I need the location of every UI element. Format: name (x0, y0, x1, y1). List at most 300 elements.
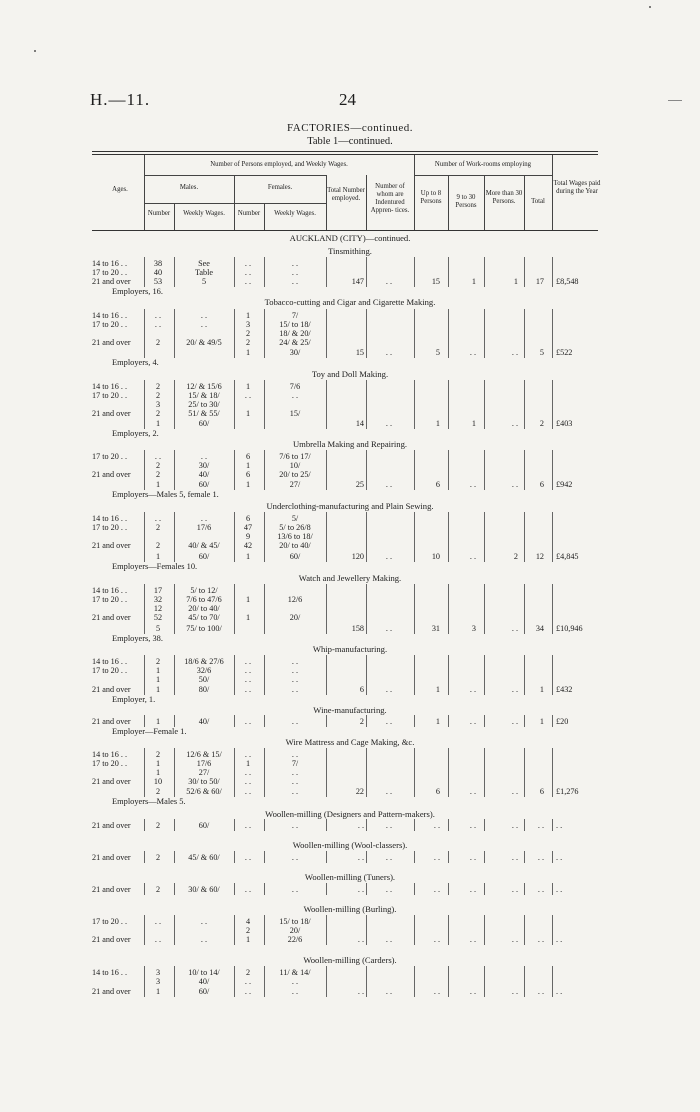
cell-mw: 12/ & 15/6 (186, 382, 222, 391)
cell-fw: 7/ (291, 759, 299, 768)
cell-tot: 147 (351, 277, 364, 286)
cell-mn: 2 (155, 821, 161, 830)
section-title: Tobacco-cutting and Cigar and Cigarette Making. (264, 297, 436, 307)
cell-mn: 2 (155, 750, 161, 759)
cell-n30: 1 (471, 419, 476, 428)
cell-fn: 1 (245, 759, 251, 768)
cell-m30: . . (511, 853, 518, 862)
cell-ind: . . (385, 277, 393, 286)
cell-mn: 2 (155, 461, 161, 470)
cell-fn: 6 (245, 452, 251, 461)
cell-mn: 1 (155, 419, 161, 428)
cell-wt: 34 (535, 624, 544, 633)
table-row (0, 409, 700, 418)
cell-mn: 3 (155, 400, 161, 409)
table-row (0, 419, 700, 428)
table-row (0, 259, 700, 268)
cell-age: 17 to 20 . . (92, 917, 128, 926)
cell-m30: . . (511, 348, 518, 357)
cell-fn: . . (244, 777, 252, 786)
table-row (0, 821, 700, 830)
table-row (0, 268, 700, 277)
cell-wages: . . (556, 885, 563, 894)
section-title: Woollen-milling (Carders). (303, 955, 397, 965)
cell-age: 21 and over (92, 777, 131, 786)
cell-mn: 1 (155, 759, 161, 768)
cell-fn: 6 (245, 514, 251, 523)
cell-tot: 14 (355, 419, 364, 428)
cell-fn: 1 (245, 311, 251, 320)
cell-u8: 1 (435, 419, 440, 428)
cell-m30: 1 (513, 277, 518, 286)
cell-wages: . . (556, 821, 563, 830)
cell-wages: £20 (556, 717, 569, 726)
cell-age: 17 to 20 . . (92, 595, 128, 604)
cell-mn: . . (154, 311, 162, 320)
cell-fw: 20/ to 40/ (279, 541, 311, 550)
cell-mw: 15/ & 18/ (188, 391, 220, 400)
cell-fn: . . (244, 685, 252, 694)
cell-tot: 25 (355, 480, 364, 489)
cell-mn: 1 (155, 987, 161, 996)
cell-mn: . . (154, 514, 162, 523)
cell-fw: . . (291, 666, 299, 675)
cell-mw: 40/ (198, 977, 210, 986)
cell-wt: 12 (535, 552, 544, 561)
cell-age: 17 to 20 . . (92, 320, 128, 329)
cell-fn: . . (244, 277, 252, 286)
cell-u8: . . (433, 853, 440, 862)
table-row (0, 750, 700, 759)
section-title: Umbrella Making and Repairing. (292, 439, 408, 449)
cell-age: 14 to 16 . . (92, 968, 128, 977)
cell-mn: 10 (153, 777, 163, 786)
cell-mw: 12/6 & 15/ (186, 750, 222, 759)
cell-mw: 45/ to 70/ (188, 613, 220, 622)
document-title: FACTORIES—continued. (286, 122, 413, 134)
cell-fw: 7/ (291, 311, 299, 320)
section-title: Whip-manufacturing. (312, 644, 388, 654)
ages-header: Ages. (112, 186, 128, 193)
cell-mw: . . (200, 935, 208, 944)
cell-u8: 6 (435, 480, 440, 489)
section-subtitle: Tinsmithing. (328, 246, 372, 256)
cell-mw: 30/ to 50/ (188, 777, 220, 786)
section-title: Woollen-milling (Burling). (303, 904, 397, 914)
cell-wages: £1,276 (556, 787, 579, 796)
table-row (0, 348, 700, 357)
cell-mn: 1 (155, 768, 161, 777)
header-top-rule (92, 151, 598, 152)
cell-fn: 2 (245, 968, 251, 977)
cell-fw: . . (291, 853, 299, 862)
cell-mw: 60/ (198, 552, 210, 561)
cell-fn: 4 (245, 917, 251, 926)
cell-n30: . . (469, 853, 476, 862)
table-row (0, 987, 700, 996)
cell-fw: 5/ (291, 514, 299, 523)
cell-ind: . . (385, 348, 393, 357)
cell-fw: 13/6 to 18/ (277, 532, 313, 541)
cell-n30: . . (469, 987, 476, 996)
cell-fw: . . (291, 657, 299, 666)
cell-fn: 1 (245, 461, 251, 470)
cell-fw: 7/6 (289, 382, 301, 391)
table-row (0, 624, 700, 633)
table-row (0, 514, 700, 523)
cell-wt: . . (537, 987, 544, 996)
cell-wages: £942 (556, 480, 573, 489)
employers-note: Employer—Female 1. (112, 727, 187, 736)
cell-fw: . . (291, 977, 299, 986)
cell-age: 14 to 16 . . (92, 259, 128, 268)
up-to-8-header: Up to 8 Persons (420, 190, 442, 205)
females-header: Females. (267, 184, 293, 191)
cell-fn: . . (244, 987, 252, 996)
employers-note: Employers—Males 5. (112, 797, 186, 806)
cell-m30: . . (511, 419, 518, 428)
table-row (0, 480, 700, 489)
table-row (0, 759, 700, 768)
cell-ind: . . (385, 787, 393, 796)
cell-wt: 1 (539, 717, 544, 726)
cell-fn: 9 (245, 532, 251, 541)
cell-fw: . . (291, 685, 299, 694)
cell-fw: 11/ & 14/ (279, 968, 311, 977)
cell-mn: 52 (153, 613, 163, 622)
cell-fn: 3 (245, 320, 251, 329)
table-row (0, 666, 700, 675)
cell-fn: . . (244, 666, 252, 675)
cell-age: 17 to 20 . . (92, 523, 128, 532)
cell-u8: 31 (431, 624, 440, 633)
cell-fn: . . (244, 787, 252, 796)
cell-mw: 45/ & 60/ (188, 853, 220, 862)
cell-age: 14 to 16 . . (92, 514, 128, 523)
cell-mw: 52/6 & 60/ (186, 787, 222, 796)
cell-mw: 51/ & 55/ (188, 409, 220, 418)
table-row (0, 400, 700, 409)
cell-u8: 1 (435, 717, 440, 726)
males-header: Males. (179, 184, 199, 191)
header-top-rule-2 (92, 154, 598, 155)
cell-mn: 2 (155, 470, 161, 479)
cell-fw: . . (291, 259, 299, 268)
cell-m30: . . (511, 685, 518, 694)
cell-age: 21 and over (92, 821, 131, 830)
cell-mw: 18/6 & 27/6 (184, 657, 224, 666)
cell-mn: 2 (155, 657, 161, 666)
cell-tot: . . (357, 885, 364, 894)
workrooms-group-header: Number of Work-rooms employing (434, 161, 532, 168)
cell-mn: 12 (153, 604, 163, 613)
cell-m30: . . (511, 787, 518, 796)
cell-wt: . . (537, 853, 544, 862)
section-title: Woollen-milling (Tuners). (304, 872, 396, 882)
cell-ind: . . (385, 552, 393, 561)
cell-mn: . . (154, 917, 162, 926)
cell-wt: 5 (539, 348, 544, 357)
cell-ind: . . (385, 419, 393, 428)
cell-mw: 60/ (198, 821, 210, 830)
cell-mn: 2 (155, 409, 161, 418)
cell-u8: . . (433, 987, 440, 996)
section-title: Underclothing-manufacturing and Plain Sewing. (266, 501, 434, 511)
cell-mn: 53 (153, 277, 163, 286)
employers-note: Employers, 4. (112, 358, 159, 367)
cell-mw: 60/ (198, 419, 210, 428)
cell-fn: 1 (245, 409, 251, 418)
section-title: Woollen-milling (Designers and Pattern-makers). (265, 809, 435, 819)
cell-fn: 1 (245, 613, 251, 622)
cell-fw: 7/6 to 17/ (279, 452, 311, 461)
male-number-header: Number (147, 210, 171, 217)
section-title: Wire Mattress and Cage Making, &c. (285, 737, 415, 747)
cell-age: 21 and over (92, 853, 131, 862)
cell-fn: . . (244, 675, 252, 684)
table-row (0, 917, 700, 926)
table-row (0, 329, 700, 338)
cell-fw: 20/ (289, 926, 301, 935)
table-row (0, 277, 700, 286)
table-row (0, 470, 700, 479)
cell-wt: 17 (535, 277, 544, 286)
cell-mn: 1 (155, 675, 161, 684)
cell-fn: . . (244, 768, 252, 777)
cell-fn: . . (244, 885, 252, 894)
cell-age: 14 to 16 . . (92, 657, 128, 666)
cell-mw: Table (194, 268, 214, 277)
cell-tot: 158 (351, 624, 364, 633)
cell-mn: 3 (155, 968, 161, 977)
cell-mn: 2 (155, 787, 161, 796)
table-row (0, 382, 700, 391)
cell-tot: 2 (359, 717, 364, 726)
cell-mw: 40/ (198, 717, 210, 726)
total-employed-header: Total Number employed. (327, 187, 365, 202)
cell-m30: . . (511, 935, 518, 944)
cell-age: 21 and over (92, 935, 131, 944)
cell-age: 17 to 20 . . (92, 452, 128, 461)
cell-fn: . . (244, 268, 252, 277)
cell-age: 17 to 20 . . (92, 268, 128, 277)
cell-mn: 2 (155, 885, 161, 894)
cell-age: 14 to 16 . . (92, 750, 128, 759)
cell-mn: 2 (155, 541, 161, 550)
cell-age: 21 and over (92, 717, 131, 726)
cell-n30: . . (469, 787, 476, 796)
cell-fw: . . (291, 885, 299, 894)
cell-mn: 5 (155, 624, 161, 633)
cell-fn: 1 (245, 382, 251, 391)
cell-fw: 12/6 (287, 595, 303, 604)
table-row (0, 552, 700, 561)
cell-mw: 7/6 to 47/6 (186, 595, 222, 604)
cell-mn: 1 (155, 685, 161, 694)
cell-ind: . . (385, 821, 393, 830)
cell-ind: . . (385, 885, 393, 894)
cell-mw: 5/ to 12/ (190, 586, 218, 595)
cell-mn: . . (154, 935, 162, 944)
cell-ind: . . (385, 853, 393, 862)
employers-note: Employer, 1. (112, 695, 156, 704)
cell-wt: 1 (539, 685, 544, 694)
cell-tot: . . (357, 853, 364, 862)
table-row (0, 532, 700, 541)
page-reference: H.—11. (90, 90, 151, 109)
cell-fw: 18/ & 20/ (279, 329, 311, 338)
section-title: Wine-manufacturing. (313, 705, 387, 715)
cell-tot: . . (357, 821, 364, 830)
cell-wt: . . (537, 885, 544, 894)
table-row (0, 657, 700, 666)
cell-u8: 6 (435, 787, 440, 796)
cell-wages: . . (556, 853, 563, 862)
table-row (0, 338, 700, 347)
cell-ind: . . (385, 935, 393, 944)
indentured-header: Number of whom are Indentured Appren- tices. (370, 183, 410, 214)
cell-age: 14 to 16 . . (92, 382, 128, 391)
cell-ind: . . (385, 717, 393, 726)
cell-fn: 1 (245, 595, 251, 604)
cell-fw: 22/6 (287, 935, 303, 944)
cell-m30: . . (511, 624, 518, 633)
cell-fw: . . (291, 777, 299, 786)
cell-u8: 10 (431, 552, 440, 561)
cell-mn: 2 (155, 523, 161, 532)
cell-tot: 15 (355, 348, 364, 357)
cell-age: 21 and over (92, 685, 131, 694)
cell-wages: £8,548 (556, 277, 579, 286)
cell-mw: . . (200, 311, 208, 320)
employers-note: Employers, 16. (112, 287, 163, 296)
cell-fw: . . (291, 750, 299, 759)
cell-u8: 15 (431, 277, 440, 286)
table-row (0, 853, 700, 862)
table-row (0, 685, 700, 694)
cell-ind: . . (385, 624, 393, 633)
table-subtitle: Table 1—continued. (307, 136, 393, 147)
cell-mw: 50/ (198, 675, 210, 684)
table-row (0, 541, 700, 550)
cell-mn: 2 (155, 853, 161, 862)
cell-m30: 2 (513, 552, 518, 561)
cell-fw: 20/ to 25/ (279, 470, 311, 479)
cell-mw: See (198, 259, 210, 268)
cell-fn: 47 (243, 523, 253, 532)
cell-mw: 75/ to 100/ (186, 624, 222, 633)
cell-fw: . . (291, 268, 299, 277)
cell-mn: 17 (153, 586, 163, 595)
cell-wages: . . (556, 935, 563, 944)
cell-tot: 120 (351, 552, 364, 561)
cell-tot: 22 (355, 787, 364, 796)
page-number: 24 (339, 90, 356, 109)
cell-fw: . . (291, 675, 299, 684)
cell-fw: 60/ (289, 552, 301, 561)
cell-ind: . . (385, 480, 393, 489)
cell-fw: 5/ to 26/8 (279, 523, 311, 532)
cell-mw: . . (200, 320, 208, 329)
cell-n30: 3 (471, 624, 476, 633)
cell-m30: . . (511, 885, 518, 894)
cell-fn: . . (244, 821, 252, 830)
cell-m30: . . (511, 480, 518, 489)
table-row (0, 586, 700, 595)
table-row (0, 935, 700, 944)
cell-wages: . . (556, 987, 563, 996)
cell-mw: 5 (201, 277, 207, 286)
cell-age: 17 to 20 . . (92, 759, 128, 768)
cell-age: 21 and over (92, 885, 131, 894)
persons-group-header: Number of Persons employed, and Weekly Wages. (210, 161, 348, 168)
cell-wt: 2 (539, 419, 544, 428)
cell-mw: 10/ to 14/ (188, 968, 220, 977)
cell-mw: 20/ & 49/5 (186, 338, 222, 347)
male-wages-header: Weekly Wages. (183, 210, 225, 217)
cell-u8: 5 (435, 348, 440, 357)
cell-fn: 42 (243, 541, 253, 550)
cell-mw: 40/ (198, 470, 210, 479)
cell-fn: 2 (245, 926, 251, 935)
table-row (0, 311, 700, 320)
cell-u8: . . (433, 821, 440, 830)
cell-age: 21 and over (92, 987, 131, 996)
cell-fn: . . (244, 853, 252, 862)
cell-mn: 1 (155, 717, 161, 726)
cell-n30: . . (469, 821, 476, 830)
cell-age: 14 to 16 . . (92, 586, 128, 595)
cell-fw: 30/ (289, 348, 301, 357)
table-row (0, 777, 700, 786)
cell-mw: 60/ (198, 987, 210, 996)
cell-age: 21 and over (92, 409, 131, 418)
cell-fn: 2 (245, 329, 251, 338)
total-wages-header: Total Wages paid during the Year (553, 180, 601, 195)
cell-fn: . . (244, 259, 252, 268)
cell-mw: 30/ & 60/ (188, 885, 220, 894)
cell-mn: 32 (153, 595, 163, 604)
employers-note: Employers, 38. (112, 634, 163, 643)
cell-mw: 80/ (198, 685, 210, 694)
cell-fn: . . (244, 717, 252, 726)
cell-tot: . . (357, 935, 364, 944)
cell-fw: . . (291, 277, 299, 286)
table-row (0, 717, 700, 726)
cell-age: 21 and over (92, 277, 131, 286)
section-title: AUCKLAND (CITY)—continued. (289, 233, 411, 243)
table-row (0, 523, 700, 532)
table-row (0, 613, 700, 622)
cell-n30: . . (469, 685, 476, 694)
cell-ind: . . (385, 987, 393, 996)
employers-note: Employers, 2. (112, 429, 159, 438)
cell-fw: . . (291, 987, 299, 996)
female-number-header: Number (237, 210, 261, 217)
table-row (0, 452, 700, 461)
cell-fw: 10/ (289, 461, 301, 470)
cell-n30: . . (469, 552, 476, 561)
cell-mw: 17/6 (196, 523, 212, 532)
section-title: Watch and Jewellery Making. (298, 573, 402, 583)
cell-mw: 20/ to 40/ (188, 604, 220, 613)
cell-fn: . . (244, 750, 252, 759)
cell-m30: . . (511, 717, 518, 726)
cell-wt: . . (537, 935, 544, 944)
cell-mw: . . (200, 514, 208, 523)
cell-age: 21 and over (92, 541, 131, 550)
cell-fn: 2 (245, 338, 251, 347)
